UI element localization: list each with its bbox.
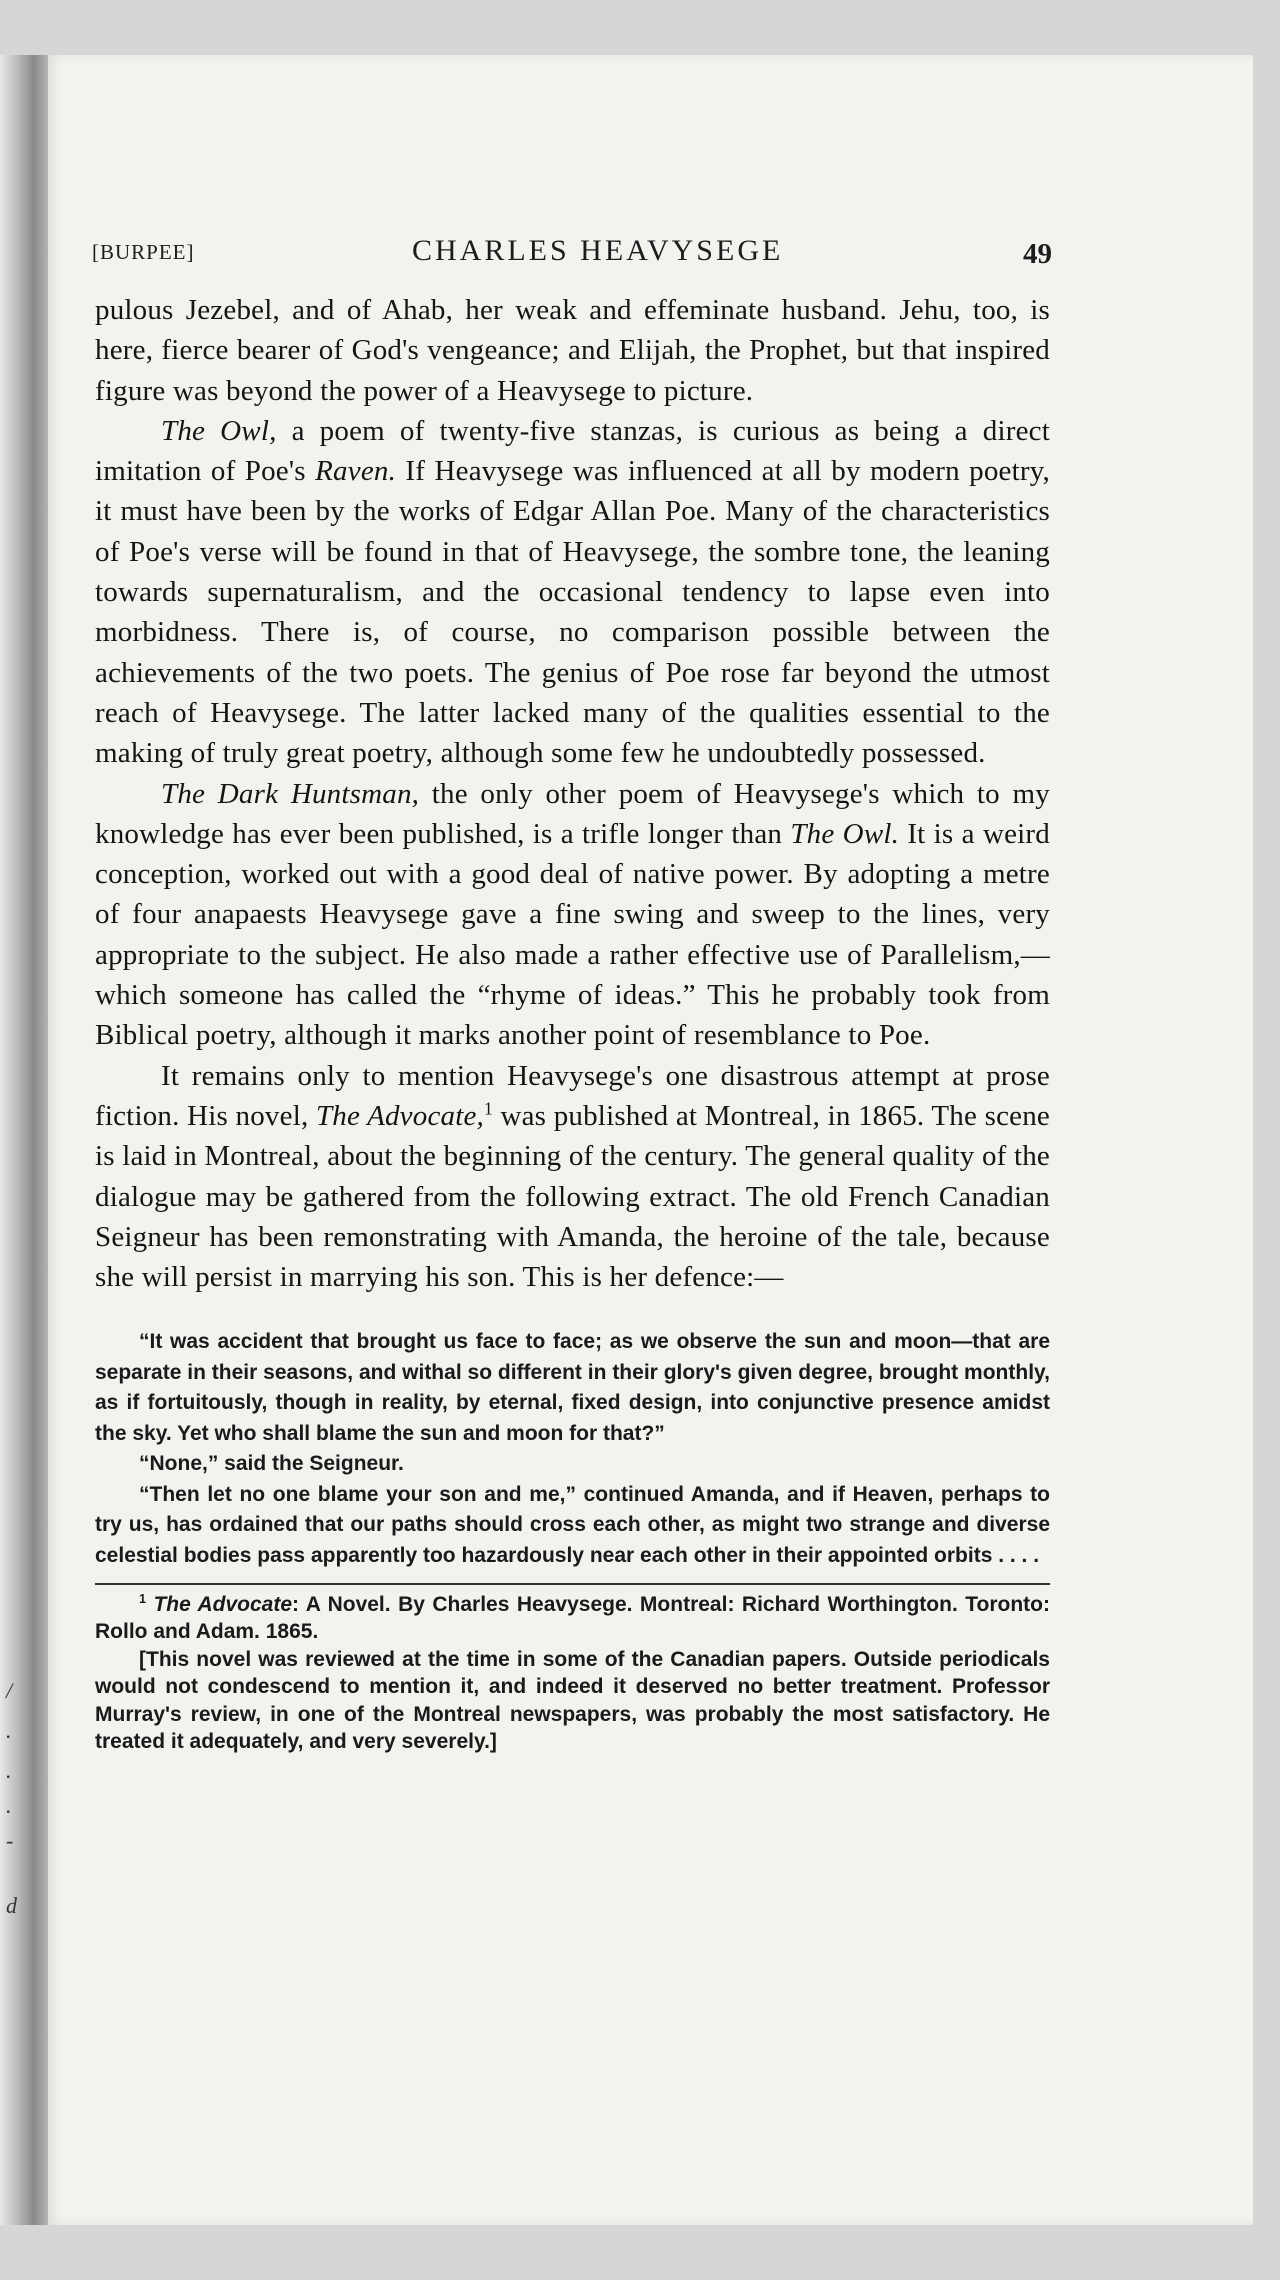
quote-paragraph-3: “Then let no one blame your son and me,” continued Amanda, and if Heaven, perhaps to try us, has ordained that our paths should cross each other, as might two strange and diverse celestial bodies pass apparently too hazardously near each other in their appointed orbits . . . . <box>95 1482 1050 1567</box>
block-quote <box>95 1327 1050 1571</box>
margin-mark: . <box>6 1793 12 1818</box>
margin-mark: - <box>6 1828 14 1853</box>
footnote-citation <box>95 1591 1050 1646</box>
footnote-title: The Advocate <box>153 1592 293 1616</box>
paragraph-1: pulous Jezebel, and of Ahab, her weak and effeminate husband. Jehu, too, is here, fierce bearer of God's vengeance; and Elijah, the Prophet, but that inspired figure was beyond the power of a Heavysege to picture. <box>95 294 1050 407</box>
paragraph-4 <box>95 1056 1050 1298</box>
footnote-marker: 1 <box>139 1591 147 1606</box>
page-number: 49 <box>1023 238 1052 270</box>
margin-mark: d <box>6 1893 17 1918</box>
footnote-divider <box>95 1583 1050 1585</box>
paragraph-4-text-b: was published at Montreal, in 1865. The scene is laid in Montreal, about the beginning of the century. The general quality of the dialogue may be gathered from the following extract. The old French Canadian Seigneur has been remonstrating with Amanda, the heroine of the tale, because she will persist in marrying his son. This is her defence:— <box>95 1099 1050 1294</box>
quote-paragraph-1: “It was accident that brought us face to face; as we observe the sun and moon—that are separate in their seasons, and withal so different in their glory's given degree, brought monthly, as if fortuitously, though in reality, by eternal, fixed design, into conjunctive presence amidst the sky. Yet who shall blame the sun and moon for that?” <box>95 1330 1050 1445</box>
work-title-owl: The Owl, <box>161 414 277 447</box>
margin-mark: . <box>6 1758 12 1783</box>
page-header-title: CHARLES HEAVYSEGE <box>412 234 784 267</box>
paragraph-2 <box>95 411 1050 774</box>
paragraph-3-text-b: It is a weird conception, worked out with a good deal of native power. By adopting a metre of four anapaests Heavysege gave a fine swing and sweep to the lines, very appropriate to the subject. He also made a rather effective use of Parallelism,—which someone has called the “rhyme of ideas.” This he probably took from Biblical poetry, although it marks another point of resemblance to Poe. <box>95 817 1050 1052</box>
work-title-raven: Raven. <box>315 455 397 488</box>
paragraph-4-text-a: It remains only to mention Heavysege's one disastrous attempt at prose fiction. His novel, <box>95 1059 1050 1132</box>
footnote-reference: 1 <box>484 1098 493 1119</box>
author-tag: [BURPEE] <box>92 240 195 264</box>
margin-mark: / <box>6 1678 13 1703</box>
running-head <box>92 234 1052 274</box>
main-text <box>95 290 1050 1756</box>
footnote-note: [This novel was reviewed at the time in some of the Canadian papers. Outside periodicals would not condescend to mention it, and indeed it deserved no better treatment. Professor Murray's review, in one of the Montreal newspapers, was probably the most satisfactory. He treated it adequately, and very severely.] <box>95 1647 1050 1754</box>
paragraph-3-text-a: the only other poem of Heavysege's which to my knowledge has ever been published, is a trifle longer than <box>95 777 1050 850</box>
work-title-owl-ref: The Owl. <box>790 817 900 850</box>
margin-mark: . <box>6 1718 12 1743</box>
quote-paragraph-2: “None,” said the Seigneur. <box>139 1452 404 1476</box>
footnote <box>95 1591 1050 1756</box>
paragraph-3 <box>95 774 1050 1056</box>
paragraph-2-text-b: If Heavysege was influenced at all by modern poetry, it must have been by the works of Edgar Allan Poe. Many of the characteristics of Poe's verse will be found in that of Heavysege, the sombre tone, the leaning towards supernaturalism, and the occasional tendency to lapse even into morbidness. There is, of course, no comparison possible between the achievements of the two poets. The genius of Poe rose far beyond the utmost reach of Heavysege. The latter lacked many of the qualities essential to the making of truly great poetry, although some few he undoubtedly possessed. <box>95 455 1050 770</box>
work-title-advocate: The Advocate, <box>315 1099 485 1132</box>
footnote-citation-text: : A Novel. By Charles Heavysege. Montreal: Richard Worthington. Toronto: Rollo and Adam. 1865. <box>95 1592 1050 1644</box>
paragraph-2-text-a: a poem of twenty-five stanzas, is curious as being a direct imitation of Poe's <box>95 414 1050 488</box>
work-title-dark-huntsman: The Dark Huntsman, <box>161 777 420 810</box>
